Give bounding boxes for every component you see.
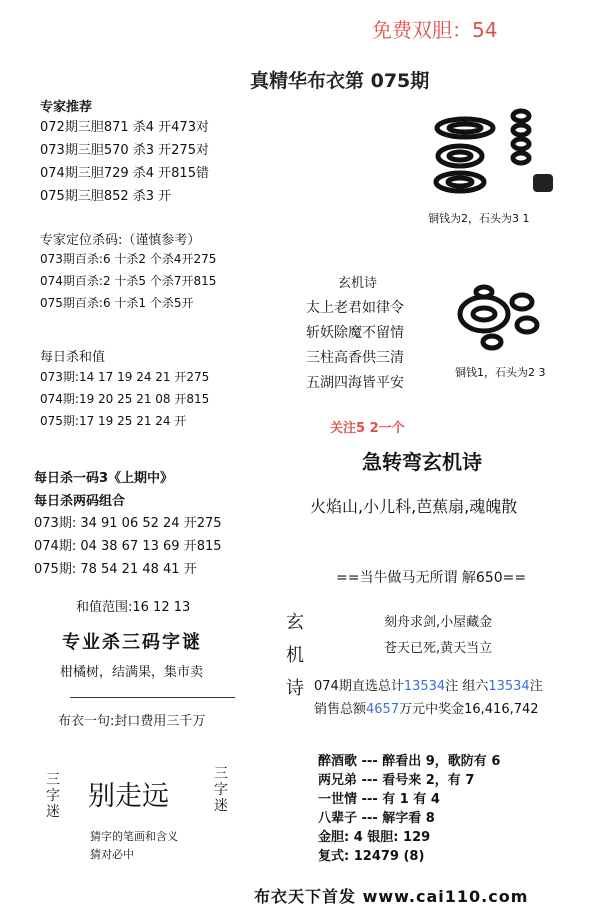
list-item: 072期三胆871 杀4 开473对 — [40, 120, 209, 135]
sales-line-1: 074期直选总计13534注 组六13534注 — [314, 679, 543, 694]
vertical-char: 玄 — [286, 612, 304, 633]
coin-diagram-1 — [420, 100, 560, 200]
list-item: 073期: 34 91 06 52 24 开275 — [34, 516, 222, 531]
expert-list — [40, 116, 209, 208]
poem-line: 太上老君如律令 — [306, 300, 404, 316]
list-item: 075期三胆852 杀3 开 — [40, 189, 172, 204]
xuanji-vertical-title — [286, 606, 310, 705]
list-item: 八辈子 --- 解字看 8 — [318, 811, 435, 826]
jizhuan-title: 急转弯玄机诗 — [362, 450, 482, 474]
poem-line: 五湖四海皆平安 — [306, 375, 404, 391]
focus-label: 关注5 2一个 — [330, 421, 405, 436]
riddle-note-2: 猜对必中 — [90, 848, 134, 861]
group-six-total: 13534 — [488, 679, 530, 694]
fire-line: 火焰山,小儿科,芭蕉扇,魂魄散 — [310, 497, 518, 516]
sales-amount: 4657 — [366, 702, 400, 717]
list-item: 073期三胆570 杀3 开275对 — [40, 143, 209, 158]
daily-two-list — [34, 512, 222, 581]
riddle-right-label: 三字迷 — [214, 766, 228, 814]
list-item: 075期:17 19 25 21 24 开 — [40, 414, 187, 428]
daily-one-heading: 每日杀一码3《上期中》 — [34, 471, 174, 486]
xuanji2-line-1: 刻舟求剑,小屋藏金 — [384, 615, 493, 630]
list-item: 073期:14 17 19 24 21 开275 — [40, 370, 210, 384]
riddle-main-text: 别走远 — [88, 781, 169, 812]
daily-two-heading: 每日杀两码组合 — [34, 494, 126, 509]
coin-caption-2: 铜钱1，石头为2 3 — [455, 366, 546, 379]
page-title: 真精华布衣第 075期 — [250, 70, 430, 92]
song-list — [318, 752, 500, 866]
list-item: 074期百杀:2 十杀5 个杀7开815 — [40, 274, 217, 288]
coin-diagram-2 — [452, 282, 552, 354]
xuanji2-line-2: 苍天已死,黄天当立 — [384, 641, 493, 656]
riddle-note-1: 猜字的笔画和含义 — [90, 830, 178, 843]
list-item: 075期: 78 54 21 48 41 开 — [34, 562, 197, 577]
daily-sum-heading: 每日杀和值 — [40, 350, 106, 365]
riddle-left-label: 三字迷 — [46, 772, 60, 820]
list-item: 醉酒歌 --- 醉看出 9，歌防有 6 — [318, 754, 501, 769]
poem-line: 斩妖除魔不留情 — [306, 325, 404, 341]
pro-riddle-title: 专业杀三码字谜 — [62, 632, 202, 653]
list-item: 074期三胆729 杀4 开815错 — [40, 166, 209, 181]
daily-sum-list — [40, 366, 209, 432]
direct-total: 13534 — [403, 679, 446, 694]
vertical-char: 诗 — [286, 678, 304, 699]
list-item: 074期:19 20 25 21 08 开815 — [40, 392, 210, 406]
list-item: 复式: 12479 (8) — [318, 849, 425, 864]
list-item: 一世情 --- 有 1 有 4 — [318, 792, 440, 807]
xuanji-poem-heading: 玄机诗 — [338, 276, 378, 291]
divider — [70, 697, 235, 698]
position-kill-list — [40, 248, 216, 314]
niu-line: ==当牛做马无所谓 解650== — [336, 570, 527, 586]
poem-line: 三柱高香供三清 — [306, 350, 404, 366]
footer-banner: 布衣天下首发 www.cai110.com — [254, 887, 529, 906]
list-item: 074期: 04 38 67 13 69 开815 — [34, 539, 222, 554]
list-item: 075期百杀:6 十杀1 个杀5开 — [40, 296, 194, 310]
list-item: 两兄弟 --- 看号来 2，有 7 — [318, 773, 475, 788]
buyi-sentence: 布衣一句:封口费用三千万 — [58, 714, 206, 729]
list-item: 073期百杀:6 十杀2 个杀4开275 — [40, 252, 217, 266]
free-double-label: 免费双胆：54 — [372, 18, 498, 42]
vertical-char: 机 — [286, 645, 304, 666]
list-item: 金胆: 4 银胆: 129 — [318, 830, 431, 845]
pro-riddle-text: 柑橘树，结满果，集市卖 — [60, 665, 204, 680]
xuanji-poem-lines — [306, 296, 404, 396]
sales-line-2: 销售总额4657万元中奖金16,416,742 — [314, 702, 539, 717]
position-kill-heading: 专家定位杀码:（谨慎参考） — [40, 233, 201, 248]
expert-heading: 专家推荐 — [40, 100, 93, 115]
sum-range: 和值范围:16 12 13 — [76, 600, 191, 615]
coin-caption-1: 铜钱为2，石头为3 1 — [428, 212, 530, 225]
